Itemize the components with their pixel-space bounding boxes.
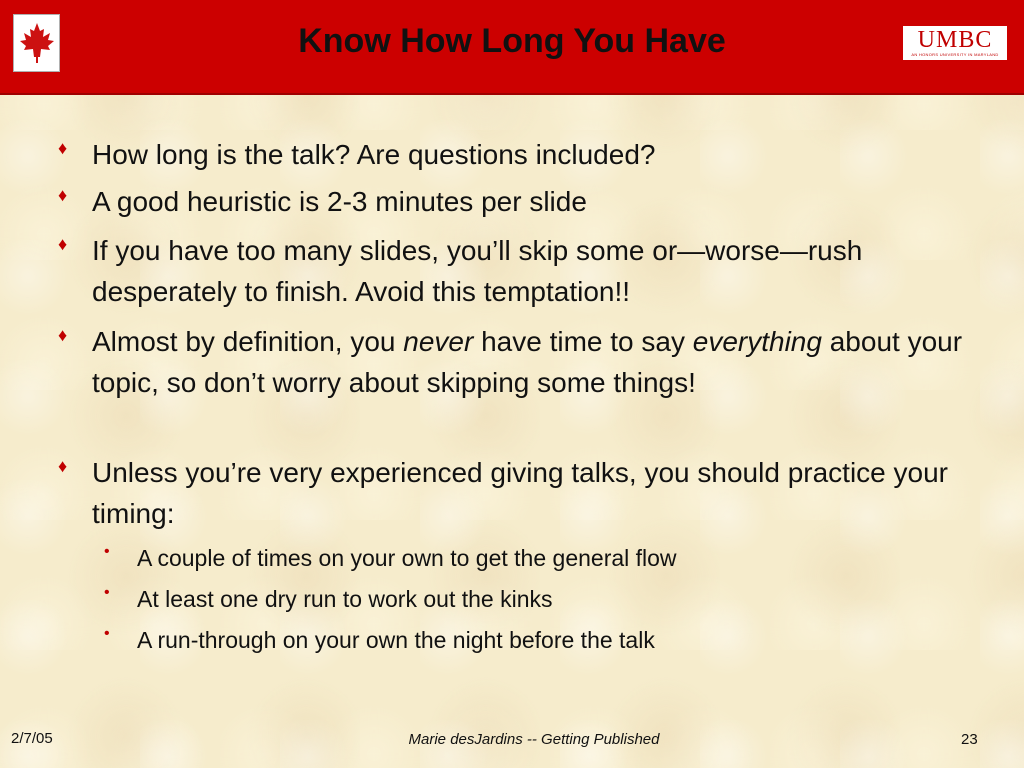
diamond-icon: ♦ <box>58 325 68 345</box>
bullet-item <box>58 134 988 175</box>
slide-title: Know How Long You Have <box>298 22 726 60</box>
bullet-text <box>92 321 988 403</box>
diamond-icon: ♦ <box>58 185 68 205</box>
bullet-item <box>58 181 988 222</box>
page-number: 23 <box>961 731 978 748</box>
dot-icon: • <box>104 584 110 601</box>
subbullet-item <box>104 625 984 655</box>
subbullet-text: A run-through on your own the night before the talk <box>137 627 655 653</box>
bullet-item <box>58 452 988 534</box>
bullet-text: Unless you’re very experienced giving talks, you should practice your timing: <box>92 457 948 529</box>
subbullet-text: A couple of times on your own to get the general flow <box>137 545 677 571</box>
bullet-text: How long is the talk? Are questions included? <box>92 139 656 170</box>
bullet-text-part: have time to say <box>473 326 693 357</box>
umbc-wordmark: UMBC <box>917 27 993 53</box>
bullet-text: A good heuristic is 2-3 minutes per slide <box>92 186 587 217</box>
footer-date: 2/7/05 <box>11 730 53 747</box>
subbullet-item <box>104 543 984 573</box>
bullet-text-part: about your topic, so don’t worry about skipping some things! <box>92 326 963 398</box>
emphasis-everything: everything <box>692 326 822 357</box>
dot-icon: • <box>104 543 110 560</box>
dot-icon: • <box>104 625 110 642</box>
diamond-icon: ♦ <box>58 234 68 254</box>
subbullet-text: At least one dry run to work out the kinks <box>137 586 553 612</box>
bullet-text-part: Almost by definition, you <box>92 326 404 357</box>
umbc-tagline: AN HONORS UNIVERSITY IN MARYLAND <box>911 52 999 57</box>
diamond-icon: ♦ <box>58 456 68 476</box>
emphasis-never: never <box>403 326 474 357</box>
bullet-item <box>58 230 988 312</box>
bullet-item <box>58 321 988 403</box>
footer-author-title: Marie desJardins -- Getting Published <box>408 731 660 748</box>
bullet-text: If you have too many slides, you’ll skip some or—worse—rush desperately to finish. Avoid this temptation!! <box>92 235 863 307</box>
diamond-icon: ♦ <box>58 138 68 158</box>
subbullet-item <box>104 584 984 614</box>
